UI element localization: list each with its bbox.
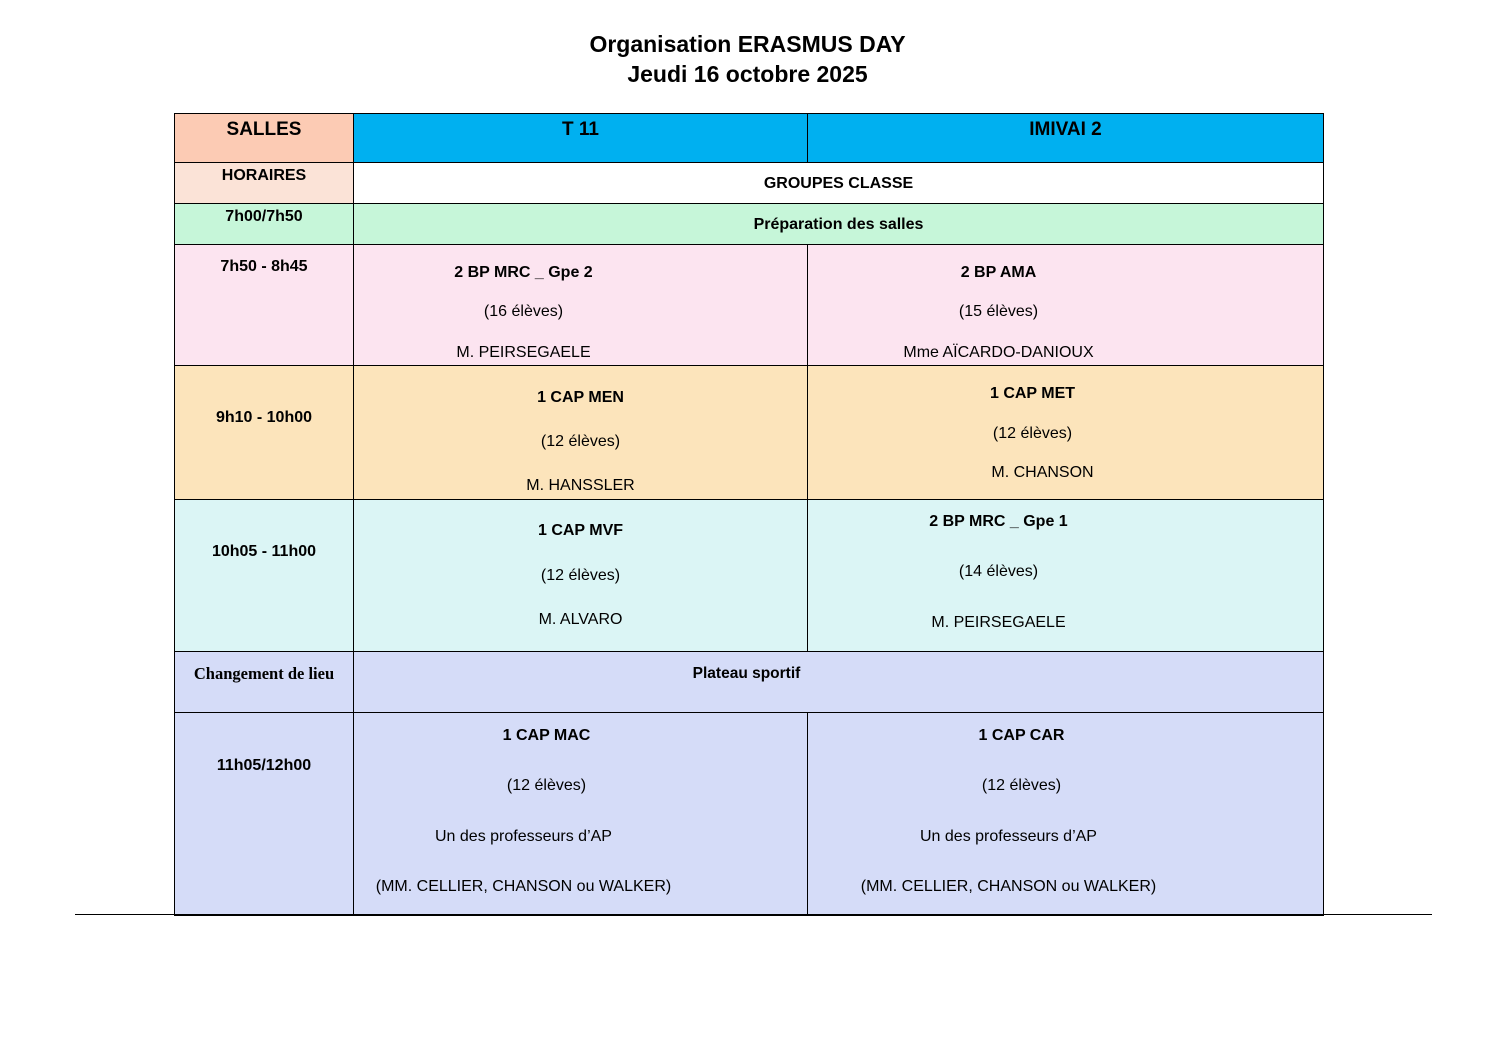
slot-2-imivai-teacher: M. CHANSON: [991, 464, 1094, 481]
footer-rule: [75, 914, 1432, 915]
slot-2-t11-group: 1 CAP MEN: [537, 389, 624, 406]
slot-2-imivai-count: (12 élèves): [992, 425, 1073, 442]
slot-1-imivai-teacher: Mme AÏCARDO-DANIOUX: [903, 344, 1094, 361]
slot-3-imivai-count: (14 élèves): [958, 563, 1039, 580]
slot-2-time-cell: [174, 365, 354, 500]
change-place-cell: [353, 651, 1324, 713]
header-room-t11-label: T 11: [562, 119, 599, 140]
slot-1-imivai-count: (15 élèves): [958, 303, 1039, 320]
groupes-classe-cell: [353, 162, 1324, 204]
preparation-cell: [353, 203, 1324, 245]
slot-1-imivai-cell: [807, 244, 1324, 366]
slot-3-t11-group: 1 CAP MVF: [537, 522, 624, 539]
last-t11-teacher: Un des professeurs d’AP: [435, 828, 612, 845]
document-date: Jeudi 16 octobre 2025: [627, 61, 868, 87]
header-room-imivai-label: IMIVAI 2: [1029, 119, 1102, 140]
header-room-imivai: [807, 113, 1324, 163]
last-t11-group: 1 CAP MAC: [502, 727, 591, 744]
slot-3-time: 10h05 - 11h00: [211, 543, 317, 560]
slot-2-t11-cell: [353, 365, 808, 500]
preparation-time: 7h00/7h50: [225, 208, 303, 225]
preparation-time-cell: [174, 203, 354, 245]
header-salles-label: SALLES: [226, 119, 302, 140]
last-time: 11h05/12h00: [216, 757, 312, 774]
horaires-label: HORAIRES: [221, 167, 307, 184]
slot-1-t11-group: 2 BP MRC _ Gpe 2: [454, 264, 593, 281]
slot-1-t11-cell: [353, 244, 808, 366]
horaires-cell: [174, 162, 354, 204]
slot-3-t11-teacher: M. ALVARO: [538, 611, 623, 628]
slot-1-t11-teacher: M. PEIRSEGAELE: [456, 344, 591, 361]
slot-2-imivai-cell: [807, 365, 1324, 500]
last-car-count: (12 élèves): [981, 777, 1062, 794]
last-car-group: 1 CAP CAR: [978, 727, 1065, 744]
slot-1-imivai-group: 2 BP AMA: [960, 264, 1037, 281]
slot-3-imivai-cell: [807, 499, 1324, 652]
document-title: Organisation ERASMUS DAY: [589, 31, 906, 57]
slot-3-time-cell: [174, 499, 354, 652]
header-salles: [174, 113, 354, 163]
last-t11-names: (MM. CELLIER, CHANSON ou WALKER): [375, 878, 672, 895]
slot-1-time: 7h50 - 8h45: [220, 258, 308, 275]
last-car-cell: [807, 712, 1324, 916]
slot-2-t11-count: (12 élèves): [540, 433, 621, 450]
slot-3-t11-cell: [353, 499, 808, 652]
last-car-names: (MM. CELLIER, CHANSON ou WALKER): [860, 878, 1157, 895]
change-place: Plateau sportif: [692, 665, 801, 682]
header-room-t11: [353, 113, 808, 163]
groupes-classe-label: GROUPES CLASSE: [763, 175, 914, 192]
slot-3-imivai-teacher: M. PEIRSEGAELE: [931, 614, 1066, 631]
slot-2-time: 9h10 - 10h00: [215, 409, 313, 426]
last-car-teacher: Un des professeurs d’AP: [920, 828, 1097, 845]
slot-2-t11-teacher: M. HANSSLER: [526, 477, 635, 494]
last-t11-cell: [353, 712, 808, 916]
slot-3-t11-count: (12 élèves): [540, 567, 621, 584]
slot-1-t11-count: (16 élèves): [483, 303, 564, 320]
last-t11-count: (12 élèves): [506, 777, 587, 794]
slot-3-imivai-group: 2 BP MRC _ Gpe 1: [929, 513, 1068, 530]
slot-2-imivai-group: 1 CAP MET: [989, 385, 1076, 402]
change-label: Changement de lieu: [193, 664, 335, 683]
preparation-label: Préparation des salles: [753, 216, 924, 233]
